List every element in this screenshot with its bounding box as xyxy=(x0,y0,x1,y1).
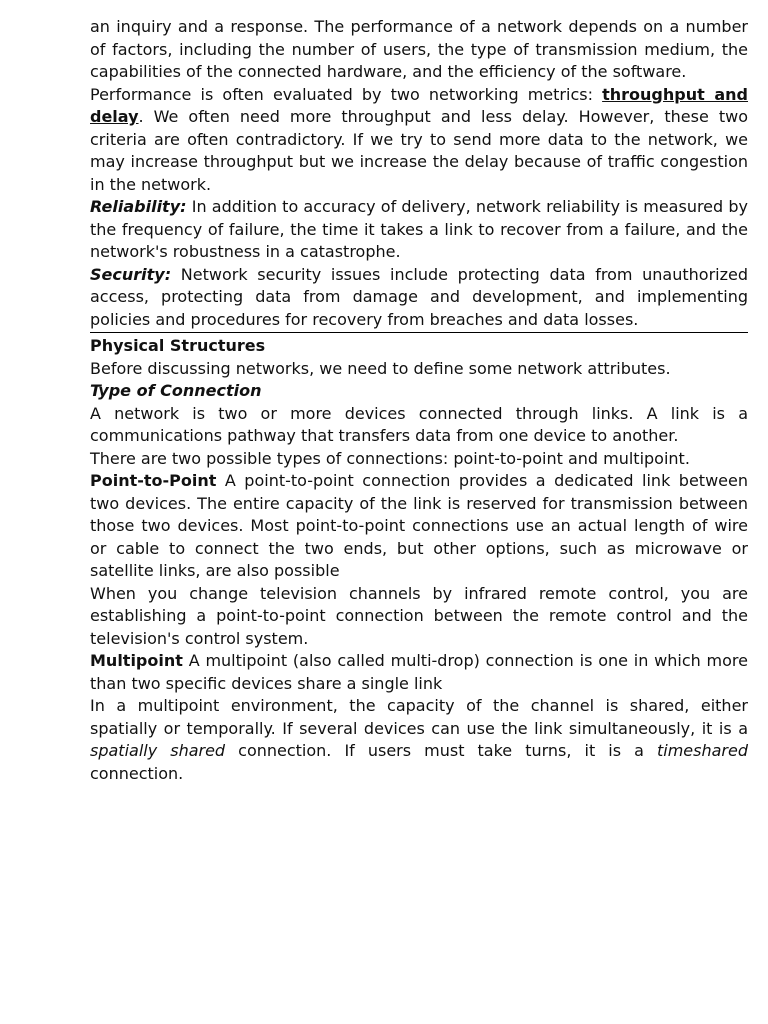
metrics-body-text: . We often need more throughput and less delay. However, these two criteria are often contradictory. If we try to send more data to the network, we may increase throughput but we increase the delay because of traffic congestion in the network. xyxy=(90,107,748,194)
reliability-paragraph xyxy=(90,196,748,264)
link-paragraph: A network is two or more devices connected through links. A link is a communications pathway that transfers data from one device to another. xyxy=(90,403,748,445)
point-to-point-text: A point-to-point connection provides a dedicated link between two devices. The entire capacity of the link is reserved for transmission between those two devices. Most point-to-point connections use an actual length of wire or cable to connect the two ends, but other options, such as microwave or satellite links, are also possible xyxy=(90,471,748,580)
section-divider xyxy=(90,332,748,333)
multipoint-sharing-paragraph xyxy=(90,695,748,785)
point-to-point-paragraph xyxy=(90,470,748,583)
multipoint-paragraph xyxy=(90,650,748,695)
metrics-intro-text: Performance is often evaluated by two networking metrics: xyxy=(90,84,603,104)
section-subheading: Type of Connection xyxy=(90,381,262,400)
multipoint-term: Multipoint xyxy=(90,651,183,670)
point-to-point-example: When you change television channels by infrared remote control, you are establishing a point-to-point connection between the remote control and the television's control system. xyxy=(90,583,748,648)
point-to-point-term: Point-to-Point xyxy=(90,471,217,490)
performance-text: an inquiry and a response. The performance of a network depends on a number of factors, including the number of users, the type of transmission medium, the capabilities of the connected hardware, and the efficiency of the software. xyxy=(90,17,748,81)
section-heading: Physical Structures xyxy=(90,336,266,355)
section-intro: Before discussing networks, we need to define some network attributes. xyxy=(90,358,671,378)
timeshared-term: timeshared xyxy=(657,741,749,760)
metrics-terms: throughput and delay xyxy=(90,84,749,126)
multipoint-sharing-mid: connection. If users must take turns, it is a xyxy=(225,741,657,760)
performance-paragraph xyxy=(90,16,748,84)
security-paragraph xyxy=(90,264,748,332)
multipoint-text: A multipoint (also called multi-drop) connection is one in which more than two specific devices share a single link xyxy=(90,651,748,693)
security-text: Network security issues include protecting data from unauthorized access, protecting data from damage and development, and implementing policies and procedures for recovery from breaches and data losses. xyxy=(90,264,748,329)
security-term: Security: xyxy=(90,264,172,284)
spatially-shared-term: spatially shared xyxy=(90,741,226,760)
reliability-term: Reliability: xyxy=(90,197,187,216)
connection-types-paragraph: There are two possible types of connections: point-to-point and multipoint. xyxy=(90,448,690,468)
multipoint-sharing-intro: In a multipoint environment, the capacity of the channel is shared, either spatially or temporally. If several devices can use the link simultaneously, it is a xyxy=(90,696,748,738)
multipoint-sharing-end: connection. xyxy=(90,763,184,783)
metrics-paragraph xyxy=(90,84,748,197)
document-page xyxy=(90,16,748,785)
reliability-text: In addition to accuracy of delivery, network reliability is measured by the frequency of failure, the time it takes a link to recover from a failure, and the network's robustness in a catastrophe. xyxy=(90,197,748,261)
